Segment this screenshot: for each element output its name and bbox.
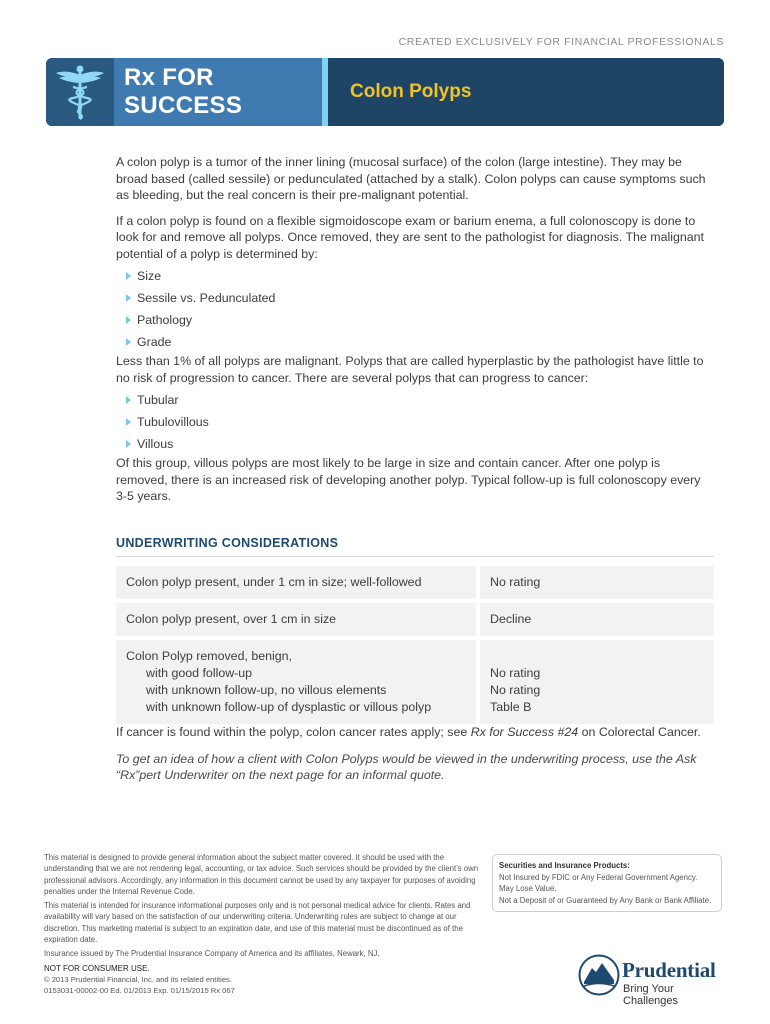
underwriting-table	[116, 566, 714, 728]
topic-title: Colon Polyps	[328, 58, 724, 126]
rating-cell: Decline	[490, 612, 532, 626]
bullet-arrow-icon	[126, 338, 131, 346]
cancer-note: If cancer is found within the polyp, colon cancer rates apply; see Rx for Success #24 on Colorectal Cancer.	[116, 725, 701, 739]
legal-disclaimer: This material is designed to provide general information about the subject matter covered. It should be used with the understanding that we are not rendering legal, accounting, or tax advice. Such services should be provided by the client’s own professional advisors. Accordingly, any information in this document cannot be used by any taxpayer for purposes of avoiding penalties under the Internal Revenue Code. This material is intended for insurance informational purposes only and is not personal medical advice for clients. Rates and availability will vary based on the satisfaction of our underwriting criteria. Underwriting rules are subject to change at our discretion. This marketing material is subject to an expiration date, and use of this material must be discontinued as of the expiration date. Insurance issued by The Prudential Insurance Company of America and its affiliates, Newark, NJ. NOT FOR CONSUMER USE. © 2013 Prudential Financial, Inc. and its related entities. 0153031-00002-00 Ed. 01/2013 Exp. 01/15/2015 Rx 067	[44, 853, 479, 996]
bullet-arrow-icon	[126, 440, 131, 448]
table-row	[116, 640, 714, 724]
copyright: © 2013 Prudential Financial, Inc. and its related entities.	[44, 974, 232, 984]
consumer-use-notice: NOT FOR CONSUMER USE.	[44, 963, 150, 973]
list-item: Grade	[116, 331, 714, 353]
bullet-arrow-icon	[126, 272, 131, 280]
condition-cell: Colon Polyp removed, benign, with good follow-up with unknown follow-up, no villous elements with unknown follow-up of dysplastic or villous polyp	[116, 640, 480, 724]
brand-tagline: Bring Your Challenges	[623, 983, 679, 1007]
caduceus-icon	[46, 58, 114, 126]
diagnosis-paragraph: If a colon polyp is found on a flexible sigmoidoscope exam or barium enema, a full colonoscopy is done to look for and remove all polyps. Once removed, they are sent to the pathologist for diagnosis. The malignant potential of a polyp is determined by:	[116, 213, 704, 261]
call-to-action: To get an idea of how a client with Colon Polyps would be viewed in the underwriting process, use the Ask “Rx”pert Underwriter on the next page for an informal quote.	[116, 751, 697, 782]
malignancy-paragraph: Less than 1% of all polyps are malignant. Polyps that are called hyperplastic by the pathologist have little to no risk of progression to cancer. There are several polyps that can progress to cancer:	[116, 354, 704, 385]
malignancy-factors-list	[116, 265, 714, 353]
cross-reference-link: Rx for Success #24	[470, 725, 579, 739]
body-content	[116, 154, 714, 514]
polyp-types-list	[116, 389, 714, 455]
securities-disclosure-box: Securities and Insurance Products: Not Insured by FDIC or Any Federal Government Agency. May Lose Value. Not a Deposit of or Guaranteed by Any Bank or Bank Affiliate.	[492, 854, 722, 912]
series-title: Rx FOR SUCCESS	[114, 58, 322, 126]
bullet-arrow-icon	[126, 294, 131, 302]
followup-paragraph: Of this group, villous polyps are most likely to be large in size and contain cancer. After one polyp is removed, there is an increased risk of developing another polyp. Typical follow-up is full colonoscopy every 3-5 years.	[116, 456, 701, 503]
list-item: Tubulovillous	[116, 411, 714, 433]
notes-section	[116, 724, 714, 784]
bullet-arrow-icon	[126, 396, 131, 404]
list-item: Pathology	[116, 309, 714, 331]
table-row	[116, 566, 714, 599]
brand-name: Prudential	[622, 958, 716, 982]
list-item: Sessile vs. Pedunculated	[116, 287, 714, 309]
list-item: Tubular	[116, 389, 714, 411]
bullet-arrow-icon	[126, 418, 131, 426]
condition-cell: Colon polyp present, under 1 cm in size; well-followed	[116, 566, 480, 599]
title-banner	[46, 58, 724, 126]
intro-paragraph: A colon polyp is a tumor of the inner lining (mucosal surface) of the colon (large intestine). They may be broad based (called sessile) or pedunculated (attached by a stalk). Colon polyps can cause symptoms such as bleeding, but the real concern is their pre-malignant potential.	[116, 155, 706, 202]
rating-cell: No rating	[490, 575, 541, 589]
document-code: 0153031-00002-00 Ed. 01/2013 Exp. 01/15/2015 Rx 067	[44, 986, 235, 996]
rating-cell: No rating No rating Table B	[490, 666, 541, 714]
list-item: Size	[116, 265, 714, 287]
rock-of-gibraltar-icon	[578, 954, 620, 996]
list-item: Villous	[116, 433, 714, 455]
condition-cell: Colon polyp present, over 1 cm in size	[116, 603, 480, 636]
prudential-logo	[578, 950, 724, 1007]
bullet-arrow-icon	[126, 316, 131, 324]
audience-label: CREATED EXCLUSIVELY FOR FINANCIAL PROFESSIONALS	[398, 36, 724, 48]
table-row	[116, 603, 714, 636]
underwriting-heading: UNDERWRITING CONSIDERATIONS	[116, 536, 714, 557]
